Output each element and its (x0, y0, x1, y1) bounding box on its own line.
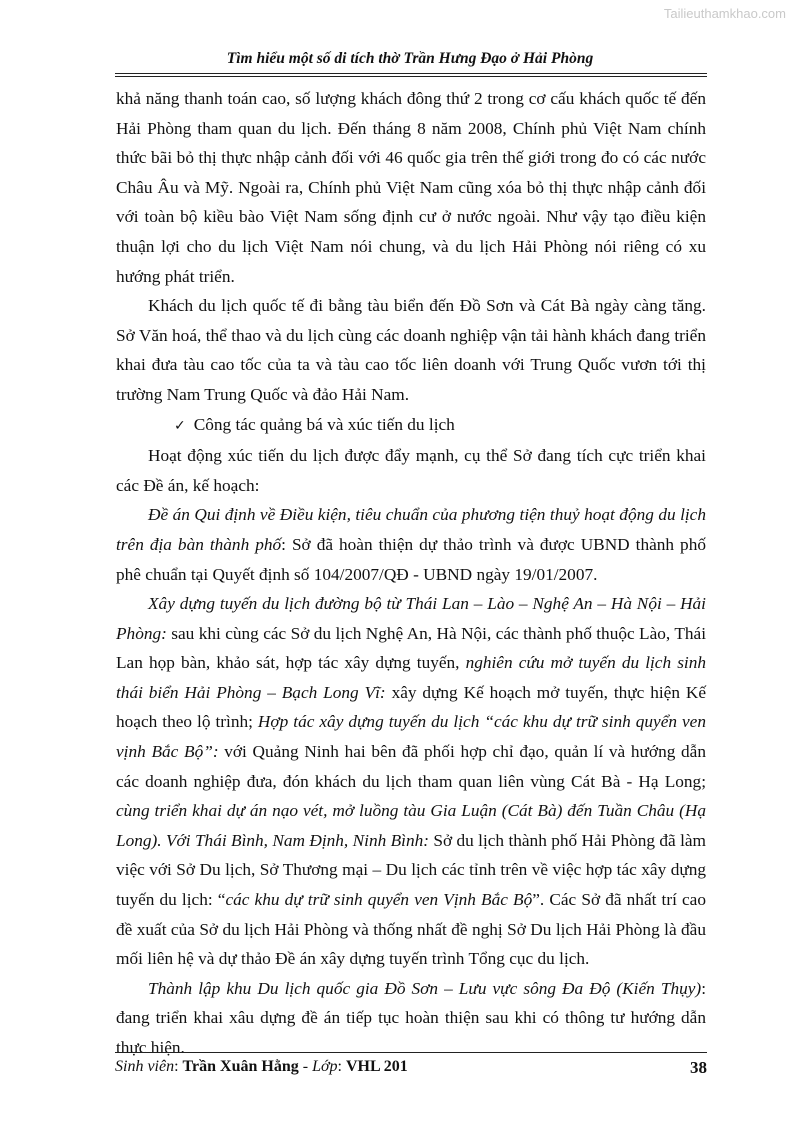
paragraph-sea-tourists: Khách du lịch quốc tế đi bằng tàu biển đến Đồ Sơn và Cát Bà ngày càng tăng. Sở Văn hoá, thể thao và du lịch cùng các doanh nghiệp vận tải hành khách đang triển khai đưa tàu cao tốc của ta và tàu cao tốc liên doanh với Trung Quốc vươn tới thị trường Nam Trung Quốc và đảo Hải Nam. (116, 296, 706, 404)
italic-span: Đề án Qui định về Điều kiện, tiêu chuẩn của phương tiện thuỷ hoạt động du lịch trên địa bàn thành phố (116, 505, 706, 554)
text-span: : đang triển khai xâu dựng đề án tiếp tục hoàn thiện sau khi có thông tư hướng dẫn thực hiện. (116, 978, 706, 1057)
paragraph-routes (116, 589, 706, 974)
checkmark-icon: ✓ (174, 417, 186, 434)
page-body (116, 84, 706, 1063)
footer-sep: : (174, 1058, 183, 1075)
running-header: Tìm hiểu một số di tích thờ Trần Hưng Đạo ở Hải Phòng (226, 50, 594, 67)
text-span: ”. Các Sở đã nhất trí cao đề xuất của Sở du lịch Hải Phòng và thống nhất đề nghị Sở Du lịch Hải Phòng là đầu mối liên hệ và dự thảo Đề án xây dựng tuyến trình Tổng cục du lịch. (116, 890, 706, 969)
footer-sep: : (337, 1058, 346, 1075)
paragraph-waterway-rules (116, 500, 706, 589)
footer-rule (115, 1052, 707, 1053)
text-span: xây dựng Kế hoạch mở tuyến, thực hiện Kế hoạch theo lộ trình; (116, 682, 706, 732)
paragraph-national-zone (116, 974, 706, 1063)
footer-dash: - (298, 1058, 313, 1075)
page-number: 38 (690, 1058, 707, 1077)
bullet-promotion (116, 410, 706, 442)
italic-span: nghiên cứu mở tuyến du lịch sinh thái biển Hải Phòng – Bạch Long Vĩ: (116, 653, 707, 702)
class-value: VHL 201 (345, 1058, 408, 1075)
text-span: : Sở đã hoàn thiện dự thảo trình và được UBND thành phố phê chuẩn tại Quyết định số 104/2007/QĐ - UBND ngày 19/01/2007. (116, 534, 706, 584)
text-span: Sở du lịch thành phố Hải Phòng đã làm việc với Sở Du lịch, Sở Thương mại – Du lịch các tỉnh trên về việc hợp tác xây dựng tuyến du lịch: “ (116, 830, 706, 910)
header-double-rule (115, 73, 707, 77)
paragraph-visa: khả năng thanh toán cao, số lượng khách đông thứ 2 trong cơ cấu khách quốc tế đến Hải Phòng tham quan du lịch. Đến tháng 8 năm 2008, Chính phủ Việt Nam chính thức bãi bỏ thị thực nhập cảnh đối với 46 quốc gia trên thế giới trong đo có các nước Châu Âu và Mỹ. Ngoài ra, Chính phủ Việt Nam cũng xóa bỏ thị thực nhập cảnh đối với toàn bộ kiều bào Việt Nam sống định cư ở nước ngoài. Như vậy tạo điều kiện thuận lợi cho du lịch Việt Nam nói chung, và du lịch Hải Phòng nói riêng có xu hướng phát triển. (116, 89, 706, 286)
italic-span: Hợp tác xây dựng tuyến du lịch “các khu dự trữ sinh quyển ven vịnh Bắc Bộ”: (116, 712, 706, 762)
student-label: Sinh viên (115, 1058, 175, 1075)
bullet-label: Công tác quảng bá và xúc tiến du lịch (193, 414, 455, 434)
italic-span: Thành lập khu Du lịch quốc gia Đồ Sơn – Lưu vực sông Đa Độ (Kiến Thụy) (148, 978, 702, 998)
italic-span: Xây dựng tuyến du lịch đường bộ từ Thái Lan – Lào – Nghệ An – Hà Nội – Hải Phòng: (116, 594, 706, 643)
italic-span: các khu dự trữ sinh quyển ven Vịnh Bắc Bộ (225, 890, 533, 910)
watermark: Tailieuthamkhao.com (663, 6, 786, 21)
page-footer (115, 1058, 707, 1076)
text-span: sau khi cùng các Sở du lịch Nghệ An, Hà Nội, các thành phố thuộc Lào, Thái Lan họp bàn, khảo sát, hợp tác xây dựng tuyến, (116, 623, 706, 673)
text-span: với Quảng Ninh hai bên đã phối hợp chỉ đạo, quản lí và hướng dẫn các doanh nghiệp đưa, đón khách du lịch tham quan liên vùng Cát Bà - Hạ Long; (116, 742, 706, 791)
italic-span: cùng triển khai dự án nạo vét, mở luồng tàu Gia Luận (Cát Bà) đến Tuần Châu (Hạ Long). Với Thái Bình, Nam Định, Ninh Bình: (116, 801, 706, 850)
paragraph-promotion-intro: Hoạt động xúc tiến du lịch được đẩy mạnh, cụ thể Sở đang tích cực triển khai các Đề án, kế hoạch: (116, 446, 706, 495)
class-label: Lớp (312, 1058, 338, 1075)
student-name: Trần Xuân Hằng (182, 1058, 299, 1075)
